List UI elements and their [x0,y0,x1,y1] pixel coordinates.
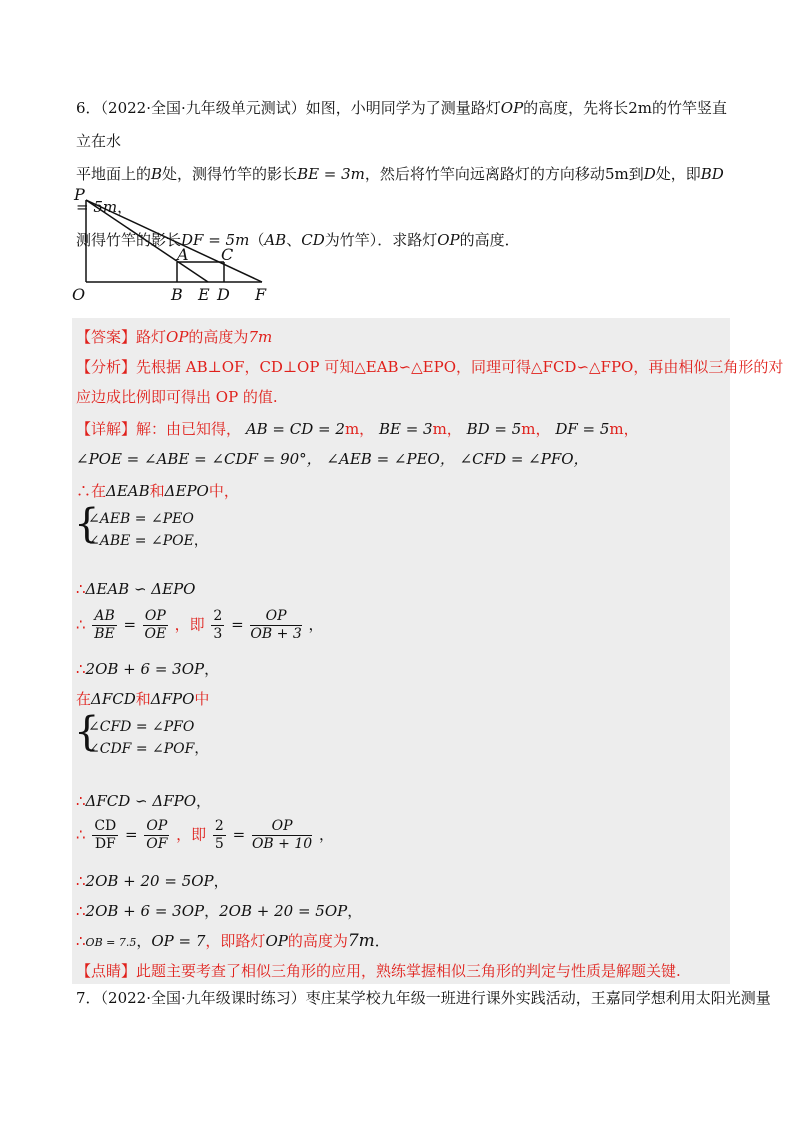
label-f: F [255,285,267,304]
analysis-line-1: 【分析】先根据 AB⊥OF，CD⊥OP 可知△EAB∽△EPO，同理可得△FCD∽△FPO，再由相似三角形的对 [76,358,784,376]
similar-1: ∴ΔEAB ∽ ΔEPO [76,580,196,598]
label-a: A [177,245,189,264]
light-ray-pe [86,200,208,282]
similar-2: ∴ΔFCD ∽ ΔFPO， [76,792,212,810]
light-ray-pf [86,200,262,282]
label-e: E [198,285,210,304]
equation-2: ∴2OB + 20 = 5OP， [76,872,229,890]
equation-1: ∴2OB + 6 = 3OP， [76,660,220,678]
in-triangles-2: 在ΔFCD和ΔFPO中 [76,690,210,708]
label-p: P [74,188,85,204]
question-7-text: 7．（2022·全国·九年级课时练习）枣庄某学校九年级一班进行课外实践活动，王嘉同学想利用太阳光测量 [76,989,771,1007]
ratio-2: ∴ $\frac{CD}{DF}$ = $\frac{OP}{OF}$ ，即 $\frac{2}{5}$ = $\frac{OP}{OB + 10}$ ， [76,818,334,852]
comment-line: 【点睛】此题主要考查了相似三角形的应用，熟练掌握相似三角形的判定与性质是解题关键. [76,962,681,980]
ratio-1: ∴ $\frac{AB}{BE}$ = $\frac{OP}{OE}$ ，即 $\frac{2}{3}$ = $\frac{OP}{OB + 3}$ ， [76,608,324,642]
geometry-figure-svg [72,188,282,308]
system-brace-1: { [74,501,100,547]
answer-line: 【答案】路灯OP的高度为7m [76,328,273,346]
question-6-text: 6．（2022·全国·九年级单元测试）如图，小明同学为了测量路灯OP的高度，先将长2m的竹竿竖直立在水 平地面上的B处，测得竹竿的影长BE = 3m，然后将竹竿向远离路灯的方向移动5m到D处，即BD = 5m， 测得竹竿的影长DF = 5m（AB、CD为竹竿）．求路灯OP的高度． [76,99,727,249]
label-b: B [171,285,183,304]
label-d: D [217,285,230,304]
final-line: ∴OB = 7.5，OP = 7，即路灯OP的高度为7m． [76,931,390,951]
in-triangles-1: ∴在ΔEAB和ΔEPO中， [76,482,239,500]
system-brace-2: { [74,709,100,755]
label-c: C [221,245,234,264]
system-1: ∠AEB = ∠PEO ∠ABE = ∠POE， [88,511,208,549]
geometry-figure [72,188,282,308]
analysis-line-2: 应边成比例即可得出 OP 的值. [76,388,278,406]
equation-3: ∴2OB + 6 = 3OP，2OB + 20 = 5OP， [76,902,363,920]
detail-line-1: 【详解】解：由已知得， AB = CD = 2m， BE = 3m， BD = 5m， DF = 5m， [76,420,639,438]
angles-line: ∠POE = ∠ABE = ∠CDF = 90°， ∠AEB = ∠PEO， ∠CFD = ∠PFO， [76,450,589,468]
system-2: ∠CFD = ∠PFO ∠CDF = ∠POF， [88,719,209,757]
label-o: O [72,285,86,304]
solution-block [72,318,784,984]
